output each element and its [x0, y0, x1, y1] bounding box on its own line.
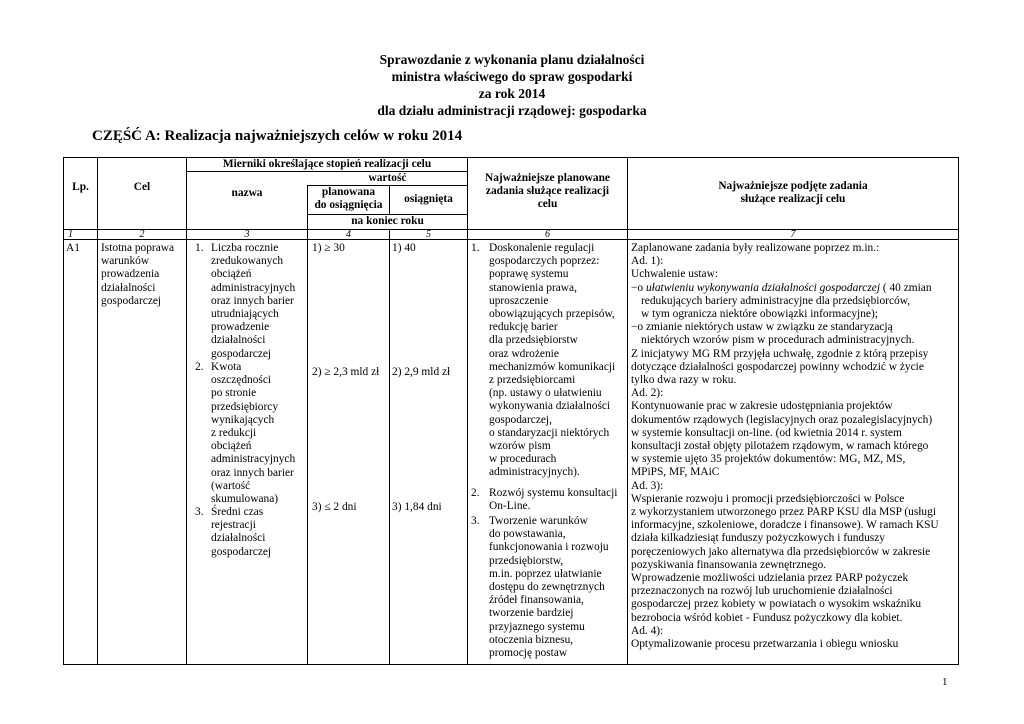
zadanie-line: obowiązujących przepisów, [489, 308, 615, 321]
miernik-line: oraz innych barier [211, 294, 294, 307]
podjete-line: poręczeniowych jako alternatywa dla przedsiębiorców w zakresie [631, 545, 931, 558]
zadanie-line: gospodarczych poprzez: [489, 255, 600, 268]
miernik-line: zredukowanych [211, 255, 284, 268]
podjete-line: Z inicjatywy MG RM przyjęła uchwałę, zgodnie z którą przepisy [631, 347, 929, 360]
miernik-1-achieved: 1) 40 [392, 242, 416, 254]
miernik-line: działalności [211, 532, 266, 545]
header-planowana [308, 186, 389, 212]
zadanie-plan-2-number: 2. [471, 487, 480, 499]
zadanie-line: Tworzenie warunków [489, 515, 588, 527]
miernik-line: Średni czas [211, 506, 264, 518]
podjete-ad1: Ad. 1): [631, 255, 664, 268]
zadanie-line: administracyjnych). [489, 466, 580, 479]
zadanie-line: redukcję barier [489, 321, 558, 334]
cel-line: prowadzenia [101, 268, 160, 281]
miernik-line: rejestracji [211, 519, 256, 532]
title-line-2: ministra właściwego do spraw gospodarki [391, 69, 633, 84]
zadanie-line: wzorów pism [489, 440, 551, 453]
title-line-4: dla działu administracji rządowej: gospodarka [377, 103, 647, 118]
podjete-law-2-line-2: niektórych wzorów pism w procedurach administracyjnych. [641, 334, 915, 347]
podjete-line: Optymalizowanie procesu przetwarzania i obiegu wniosku [631, 638, 899, 651]
podjete-law-1-line-3: w tym ogranicza niektóre obowiązki informacyjne); [641, 308, 878, 321]
miernik-3-planned: 3) ≤ 2 dni [312, 501, 357, 513]
header-lp: Lp. [72, 181, 89, 193]
miernik-line: przedsiębiorcy [211, 400, 279, 413]
header-planowana-line-2: do osiągnięcia [314, 199, 383, 212]
podjete-line: MPiPS, MF, MAiC [631, 466, 720, 479]
podjete-line: dokumentów rządowych (legislacyjnych oraz pozalegislacyjnych) [631, 413, 933, 426]
zadanie-line: funkcjonowania i rozwoju [489, 541, 609, 554]
podjete-law-1 [631, 282, 939, 295]
miernik-line: po stronie [211, 387, 257, 400]
header-nazwa: nazwa [231, 187, 263, 199]
podjete-line: gospodarczej przez kobiety w powiatach o wysokim wskaźniku [631, 598, 922, 611]
podjete-line: z wykorzystaniem utworzonego przez PARP KSU dla MSP (usługi [631, 506, 936, 519]
miernik-2-planned: 2) ≥ 2,3 mld zł [312, 366, 380, 378]
miernik-line: prowadzenie [211, 321, 270, 334]
header-zadania-planowane-line-1: Najważniejsze planowane [485, 172, 610, 184]
podjete-intro: Zaplanowane zadania były realizowane poprzez m.in.: [631, 242, 880, 254]
zadanie-line: przedsiębiorstw, [489, 554, 564, 567]
podjete-line: dotyczące działalności gospodarczej powinny wchodzić w życie [631, 360, 924, 373]
header-zadania-planowane [468, 172, 627, 212]
miernik-line: utrudniających [211, 308, 279, 321]
podjete-line: Ad. 4): [631, 624, 664, 637]
miernik-line: oszczędności [211, 374, 272, 387]
zadanie-line: tworzenie bardziej [489, 607, 574, 620]
podjete-law-2-line-1: −o zmianie niektórych ustaw w związku ze standaryzacją [631, 321, 893, 334]
miernik-3-achieved: 3) 1,84 dni [392, 501, 442, 513]
zadanie-line: Rozwój systemu konsultacji [489, 487, 618, 499]
zadanie-line: m.in. poprzez ułatwianie [489, 567, 602, 580]
podjete-line: Kontynuowanie prac w zakresie udostępniania projektów [631, 400, 893, 413]
miernik-3-name [211, 506, 271, 559]
zadanie-plan-1 [489, 242, 615, 480]
zadanie-plan-3-number: 3. [471, 515, 480, 527]
podjete-line: tylko dwa razy w roku. [631, 374, 737, 387]
cel-line: gospodarczej [101, 294, 162, 307]
law-1-prefix: −o [631, 281, 646, 294]
zadanie-line: wykonywania działalności [489, 400, 611, 413]
miernik-line: obciążeń [211, 440, 252, 453]
zadanie-plan-1-number: 1. [471, 242, 480, 254]
col-number-6: 6 [545, 229, 550, 240]
col-number-4: 4 [346, 229, 351, 240]
miernik-2-achieved: 2) 2,9 mld zł [392, 366, 451, 378]
podjete-line: informacyjne, szkoleniowe, doradcze i finansowe). W ramach KSU [631, 519, 939, 532]
col-number-7: 7 [790, 229, 796, 240]
header-zadania-podjete [628, 180, 958, 206]
header-zadania-podjete-line-2: służące realizacji celu [740, 193, 846, 206]
podjete-line: w systemie ujęto 35 projektów dokumentów: MG, MZ, MS, [631, 453, 906, 466]
zadanie-line: dla przedsiębiorstw [489, 334, 578, 347]
zadanie-line: mechanizmów komunikacji [489, 360, 616, 373]
zadanie-line: (np. ustawy o ułatwieniu [489, 387, 602, 400]
podjete-line: bezrobocia wśród kobiet - Fundusz pożyczkowy dla kobiet. [631, 611, 903, 624]
zadanie-line: do powstawania, [489, 528, 566, 541]
zadanie-line: gospodarczej, [489, 413, 552, 426]
zadanie-plan-3 [489, 515, 609, 660]
miernik-line: (wartość [211, 479, 251, 492]
zadanie-line: dostępu do zewnętrznych [489, 581, 605, 594]
miernik-line: administracyjnych [211, 453, 296, 466]
title-line-3: za rok 2014 [478, 86, 546, 101]
podjete-line: pozyskiwania finansowania zewnętrznego. [631, 558, 827, 571]
podjete-line: Wprowadzenie możliwości udzielania przez PARP pożyczek [631, 572, 909, 585]
podjete-line: Ad. 3): [631, 479, 664, 492]
podjete-line: konsultacji został objęty pilotażem rządowym, w ramach którego [631, 440, 929, 453]
miernik-2-name [211, 361, 295, 506]
zadanie-line: przyjaznego systemu [489, 620, 585, 633]
miernik-line: gospodarczej [211, 545, 272, 558]
header-planowana-line-1: planowana [321, 186, 376, 198]
miernik-3-number: 3. [195, 506, 204, 518]
miernik-line: działalności [211, 334, 266, 347]
miernik-line: Kwota [211, 361, 242, 373]
miernik-line: Liczba rocznie [211, 242, 279, 254]
podjete-line: w systemie konsultacji on-line. (od kwietnia 2014 r. system [631, 426, 902, 439]
law-1-suffix: ( 40 zmian [880, 281, 932, 294]
col-number-1: 1 [68, 229, 73, 240]
title-line-1: Sprawozdanie z wykonania planu działalności [379, 52, 645, 67]
miernik-line: obciążeń [211, 268, 252, 281]
zadanie-line: stanowienia prawa, [489, 281, 577, 294]
zadanie-line: On-Line. [489, 500, 531, 513]
miernik-line: wynikających [211, 413, 275, 426]
miernik-line: skumulowana) [211, 493, 279, 506]
row-cel [101, 242, 185, 308]
miernik-line: gospodarczej [211, 347, 272, 360]
podjete-line: przeznaczonych na rozwój lub uruchomienie działalności [631, 585, 893, 598]
zadanie-line: o standaryzacji niektórych [489, 426, 610, 439]
header-zadania-planowane-line-2: zadania służące realizacji [485, 185, 610, 198]
podjete-law-1-line-2: redukujących bariery administracyjne dla przedsiębiorców, [641, 294, 911, 307]
podjete-line: działa kilkadziesiąt funduszy pożyczkowych i funduszy [631, 532, 885, 545]
document-title [0, 51, 1024, 119]
page-number: 1 [942, 676, 948, 688]
zadania-podjete [631, 242, 939, 651]
miernik-1-planned: 1) ≥ 30 [312, 242, 345, 254]
podjete-uchwalenie: Uchwalenie ustaw: [631, 268, 718, 281]
miernik-line: z redukcji [211, 427, 257, 440]
zadanie-line: oraz wdrożenie [489, 347, 559, 360]
header-cel: Cel [133, 181, 151, 193]
zadanie-plan-2 [489, 487, 617, 513]
header-zadania-planowane-line-3: celu [537, 198, 558, 211]
cel-line: działalności [101, 281, 156, 294]
zadanie-line: poprawę systemu [489, 268, 569, 281]
row-lp: A1 [66, 242, 80, 254]
zadanie-line: źródeł finansowania, [489, 594, 584, 607]
header-na-koniec-roku: na koniec roku [351, 215, 424, 227]
section-title: CZĘŚĆ A: Realizacja najważniejszych celów w roku 2014 [92, 128, 463, 144]
zadanie-line: w procedurach [489, 453, 557, 466]
miernik-line: administracyjnych [211, 281, 296, 294]
zadanie-line: otoczenia biznesu, [489, 633, 574, 646]
miernik-1-number: 1. [195, 242, 204, 254]
header-mierniki: Mierniki określające stopień realizacji celu [222, 158, 432, 170]
col-number-2: 2 [139, 229, 145, 240]
zadanie-line: z przedsiębiorcami [489, 374, 576, 387]
header-osiagnieta: osiągnięta [404, 193, 453, 205]
zadanie-line: Doskonalenie regulacji [489, 242, 595, 254]
podjete-line: Wspieranie rozwoju i promocji przedsiębiorczości w Polsce [631, 492, 905, 505]
law-1-title: ułatwieniu wykonywania działalności gospodarczej [645, 281, 880, 294]
podjete-line: Ad. 2): [631, 387, 664, 400]
miernik-2-number: 2. [195, 361, 204, 373]
zadanie-line: uproszczenie [489, 294, 549, 307]
header-zadania-podjete-line-1: Najważniejsze podjęte zadania [718, 180, 868, 192]
col-number-5: 5 [426, 229, 431, 240]
miernik-line: oraz innych barier [211, 466, 294, 479]
cel-line: warunków [101, 255, 150, 268]
zadanie-line: promocję postaw [489, 647, 568, 660]
cel-line: Istotna poprawa [101, 242, 175, 254]
miernik-1-name [211, 242, 295, 361]
header-wartosc: wartość [368, 172, 407, 184]
col-number-3: 3 [244, 229, 250, 240]
